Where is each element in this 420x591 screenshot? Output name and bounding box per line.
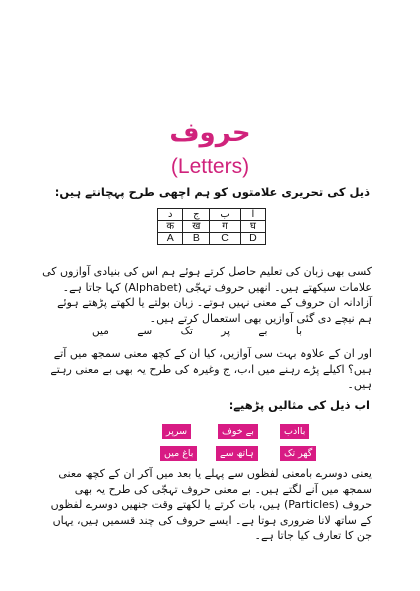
example-word: با bbox=[295, 325, 302, 337]
paragraph-3: اب ذیل کی مثالیں پڑھیے: bbox=[228, 398, 370, 412]
paragraph-4: یعنی دوسرے بامعنی لفظوں سے پہلے یا بعد میں آکر ان کے کچھ معنی سمجھ میں آنے لگتے ہیں۔ بے معنی حروف تہجّی کی طرح یہ بھی حروف (Particles) ہیں، بات کرتے یا لکھتے وقت جنھیں دوسرے لفظوں کے ساتھ لانا ضروری ہوتا ہے۔ ایسے حروف کی چند قسمیں ہیں، یہاں جن کا تعارف کیا جاتا ہے۔ bbox=[50, 467, 372, 542]
example-word: سے bbox=[137, 325, 153, 337]
table-cell: A bbox=[158, 233, 183, 245]
table-row bbox=[158, 221, 266, 233]
table-cell: घ bbox=[240, 221, 265, 233]
intro-text: ذیل کی تحریری علامتوں کو ہم اچھی طرح پہچانتے ہیں: bbox=[54, 185, 370, 199]
table-cell: ج bbox=[183, 209, 210, 221]
example-tag: گھر تک bbox=[280, 446, 316, 461]
table-cell: B bbox=[183, 233, 210, 245]
table-row bbox=[158, 233, 266, 245]
page-title: حروف bbox=[169, 118, 251, 148]
table-cell: C bbox=[210, 233, 241, 245]
example-word: میں bbox=[92, 325, 109, 337]
example-tag: باادب bbox=[280, 424, 309, 439]
example-word: پر bbox=[221, 325, 231, 337]
example-word: بے bbox=[258, 325, 268, 337]
example-tag: بے خوف bbox=[218, 424, 258, 439]
table-cell: ग bbox=[210, 221, 241, 233]
table-cell: ख bbox=[183, 221, 210, 233]
examples-row bbox=[92, 325, 302, 337]
table-cell: د bbox=[158, 209, 183, 221]
example-tag: ہاتھ سے bbox=[216, 446, 258, 461]
letters-table bbox=[157, 208, 266, 245]
table-cell: क bbox=[158, 221, 183, 233]
paragraph-1: کسی بھی زبان کی تعلیم حاصل کرتے ہوئے ہم اس کی بنیادی آوازوں کی علامات سیکھتے ہیں۔ انھیں حروف تہجّی (Alphabet) کہا جاتا ہے۔ آزادانہ ان حروف کے معنی نہیں ہوتے۔ زبان بولتے یا لکھتے پڑھتے ہوئے ہم نیچے دی گئی آوازیں بھی استعمال کرتے ہیں۔ bbox=[42, 265, 372, 325]
example-word: تک bbox=[180, 325, 193, 337]
paragraph-2: اور ان کے علاوہ بہت سی آوازیں، کیا ان کے کچھ معنی سمجھ میں آتے ہیں؟ اکیلے پڑے رہنے میں ا،ب، ج وغیرہ کی طرح یہ بھی بے معنی رہتے ہیں۔ bbox=[50, 347, 372, 391]
table-row bbox=[158, 209, 266, 221]
table-cell: ب bbox=[210, 209, 241, 221]
table-cell: ا bbox=[240, 209, 265, 221]
example-tag: سرپر bbox=[162, 424, 191, 439]
table-cell: D bbox=[240, 233, 265, 245]
example-tag: باغ میں bbox=[160, 446, 197, 461]
page-subtitle: (Letters) bbox=[170, 155, 250, 178]
